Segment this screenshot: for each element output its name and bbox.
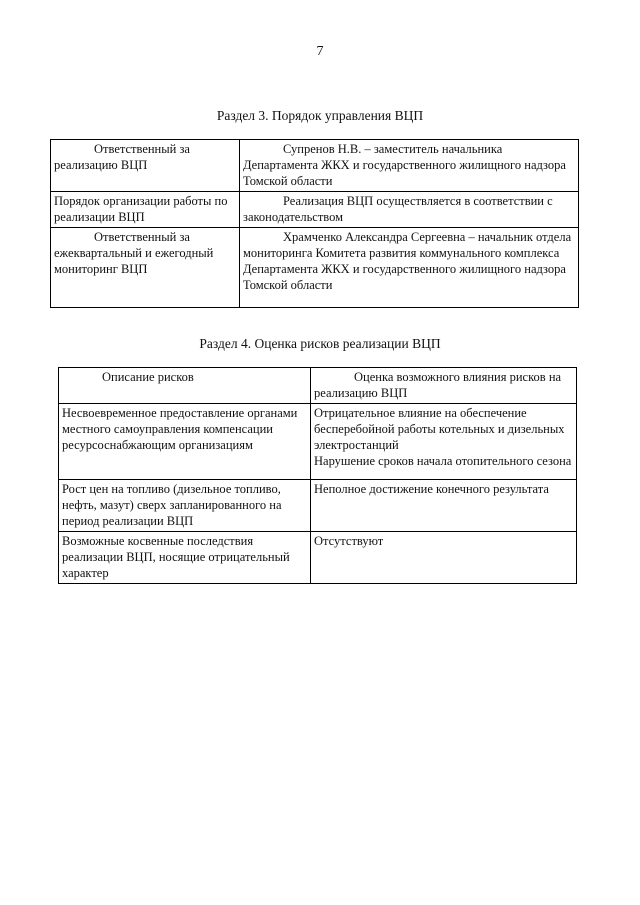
risks-table (58, 367, 577, 584)
risk-cell: Рост цен на топливо (дизельное топливо, нефть, мазут) сверх запланированного на период реализации ВЦП (59, 480, 311, 532)
impact-line: Нарушение сроков начала отопительного сезона (314, 454, 572, 468)
impact-line: Отрицательное влияние на обеспечение бесперебойной работы котельных и дизельных электростанций (314, 406, 565, 452)
column-header-impact: Оценка возможного влияния рисков на реализацию ВЦП (311, 368, 577, 404)
table-row (51, 140, 579, 192)
monitoring-value: Храмченко Александра Сергеевна – начальник отдела мониторинга Комитета развития коммунального комплекса Департамента ЖКХ и государственного жилищного надзора Томской области (240, 228, 579, 308)
table-row (51, 228, 579, 308)
responsible-value: Супренов Н.В. – заместитель начальника Департамента ЖКХ и государственного жилищного надзора Томской области (240, 140, 579, 192)
organization-label: Порядок организации работы по реализации ВЦП (51, 192, 240, 228)
section4-heading: Раздел 4. Оценка рисков реализации ВЦП (199, 336, 441, 351)
responsible-label: Ответственный за реализацию ВЦП (51, 140, 240, 192)
table-header-row (59, 368, 577, 404)
section3-heading: Раздел 3. Порядок управления ВЦП (216, 108, 424, 123)
impact-cell (311, 404, 577, 480)
impact-cell: Отсутствуют (311, 532, 577, 584)
table-row (59, 532, 577, 584)
page-number: 7 (316, 44, 324, 59)
column-header-risks: Описание рисков (59, 368, 311, 404)
risk-cell: Несвоевременное предоставление органами местного самоуправления компенсации ресурсоснабжающим организациям (59, 404, 311, 480)
impact-cell: Неполное достижение конечного результата (311, 480, 577, 532)
organization-value: Реализация ВЦП осуществляется в соответствии с законодательством (240, 192, 579, 228)
risk-cell: Возможные косвенные последствия реализации ВЦП, носящие отрицательный характер (59, 532, 311, 584)
management-table (50, 139, 579, 308)
table-row (51, 192, 579, 228)
table-row (59, 480, 577, 532)
monitoring-label: Ответственный за ежеквартальный и ежегодный мониторинг ВЦП (51, 228, 240, 308)
table-row (59, 404, 577, 480)
